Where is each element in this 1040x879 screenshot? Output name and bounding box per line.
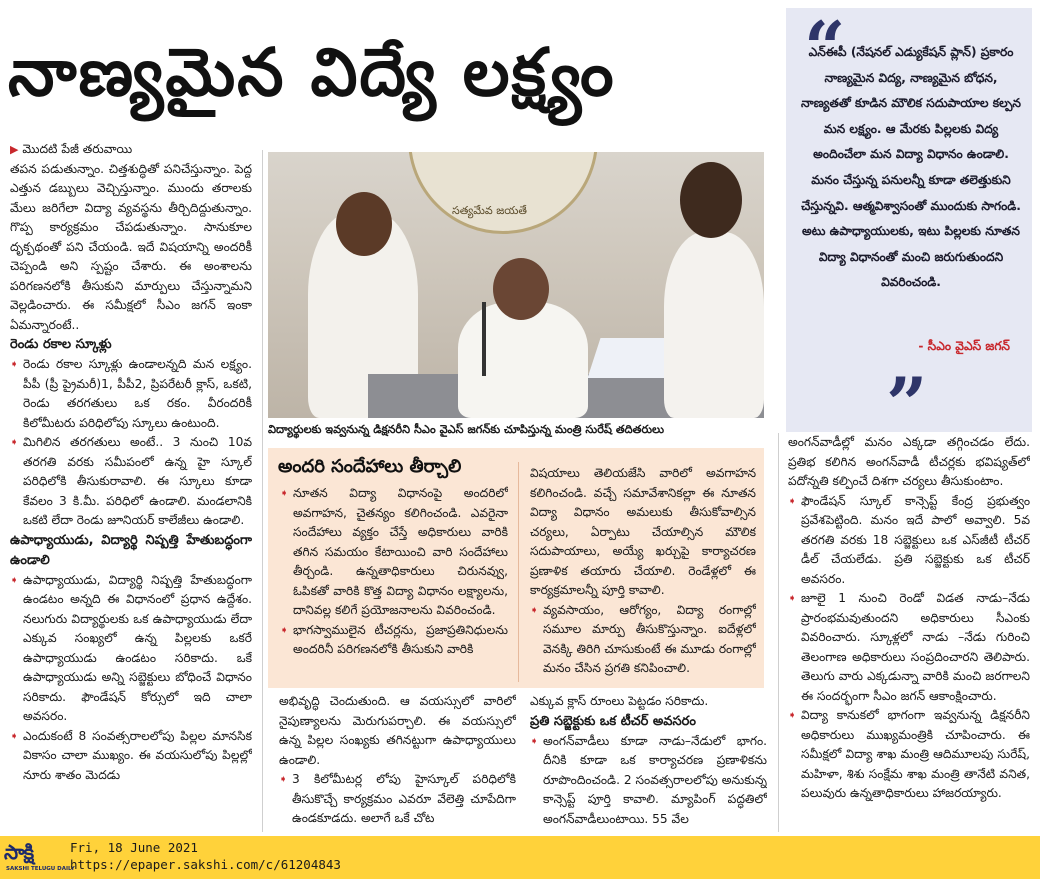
col3-para: ఎక్కువ క్లాస్ రూంలు పెట్టడం సరికాదు.	[530, 694, 709, 708]
column-2-bottom	[279, 692, 516, 832]
col4-para: అంగన్‌వాడీల్లో మనం ఎక్కడా తగ్గించడం లేదు. ప్రతిభ కలిగిన అంగన్‌వాడీ టీచర్లకు భవిష్యత్‌లో పదోన్నతి కల్పించే దిశగా చర్యలు తీసుకుంటాం.	[788, 435, 1030, 488]
col1-bullet-3: ➧ ఉపాధ్యాయుడు, విద్యార్థి నిష్పత్తి హేతుబద్ధంగా ఉండటం అన్నది ఈ విధానంలో ప్రధాన ఉద్దేశం. నలుగురు విద్యార్థులకు ఒక ఉపాధ్యాయుడు లేదా ఎక్కువ సంఖ్యలో ఉన్న పిల్లలకు ఒకరే ఉపాధ్యాయుడు ఉండటం సరికాదు. ఒకే ఉపాధ్యాయుడు అన్ని సబ్జెక్టులు బోధించే విధానం సరికాదు. ఫౌండేషన్ కోర్సులో ఇది చాలా అవసరం.	[10, 571, 252, 727]
triangle-icon: ▶	[10, 143, 19, 156]
open-quote-icon: “	[804, 5, 846, 90]
col1-bullet-1: ➧ రెండు రకాల స్కూళ్లు ఉండాలన్నది మన లక్ష్యం. పీపీ (ప్రీ ప్రైమరీ)1, పీపీ2, ప్రిపరేటరీ క్లాస్, ఒకటి, రెండు తరగతులు ఒక రకం. వీరందరికీ కిలోమీటరు పరిధిలోపు స్కూలు ఉంటుంది.	[10, 355, 252, 433]
col3-bullet: ➧ అంగన్‌వాడీలు కూడా నాడు–నేడులో భాగం. దీనికి కూడా ఒక కార్యాచరణ ప్రణాళికను రూపొందించండి. 2 సంవత్సరాలలోపు అనుకున్న కాన్సెప్ట్ పూర్తి కావాలి. మ్యాపింగ్ పద్ధతిలో అంగన్‌వాడీలుంటాయి. 55 వేల	[530, 732, 767, 830]
sidebar-left-column	[280, 484, 508, 684]
person-center-head	[493, 258, 549, 320]
footer-date: Fri, 18 June 2021	[70, 840, 198, 855]
sidebar-title: అందరి సందేహాలు తీర్చాలి	[278, 456, 462, 477]
close-quote-icon: ”	[886, 361, 928, 446]
news-photo	[268, 152, 764, 418]
emblem-motto: సత్యమేవ జయతే	[452, 204, 527, 217]
sidebar-right-para: విషయాలు తెలియజేసి వారిలో అవగాహన కలిగించండి. వచ్చే సమావేశానికల్లా ఈ నూతన విద్యా విధానం అమలుకు తీసుకోవాల్సిన చర్యలు, ఏర్పాటు చేయాల్సిన మౌలిక సదుపాయాలు, అయ్యే ఖర్చుపై కార్యాచరణ ప్రణాళిక తయారు చేయాలి. రెండేళ్లలో ఈ కార్యక్రమాలన్నీ పూర్తి కావాలి.	[530, 466, 756, 597]
subheading-teacher-per-subject: ప్రతి సబ్జెక్టుకు ఒక టీచర్ అవసరం	[530, 713, 696, 729]
col1-bullet-4: ➧ ఎందుకంటే 8 సంవత్సరాలలోపు పిల్లల మానసిక వికాసం చాలా ముఖ్యం. ఈ వయసులోపు పిల్లల్లో నూరు శాతం మెదడు	[10, 727, 252, 786]
sidebar-right-column	[530, 464, 756, 684]
col2-bullet: ➧ 3 కిలోమీటర్ల లోపు హైస్కూల్ పరిధిలోకి తీసుకొచ్చే కార్యక్రమం ఎవరూ వేలెత్తి చూపేదిగా ఉండకూడదు. అలాగే ఒకే చోట	[279, 770, 516, 829]
col4-bullet-1: ➧ ఫౌండేషన్ స్కూల్ కాన్సెప్ట్ కేంద్ర ప్రభుత్వం ప్రవేశపెట్టింది. మనం ఇదే పాలో అవ్వాలి. 5వ తరగతి వరకు 18 సబ్జెక్టులు ఒక ఎస్‌జీటీ టీచర్ డీల్ చేయలేడు. ప్రతి సబ్జెక్టుకు ఒక టీచర్ అవసరం.	[788, 492, 1030, 590]
logo-subtitle: SAKSHI TELUGU DAILY	[6, 866, 75, 872]
col2-para: అభివృద్ధి చెందుతుంది. ఆ వయస్సులో వారిలో నైపుణ్యాలను మెరుగుపర్చాలి. ఈ వయస్సులో ఉన్న పిల్లల సంఖ్యకు తగినట్టుగా ఉపాధ్యాయులు ఉండాలి.	[279, 694, 516, 767]
column-4	[788, 433, 1030, 832]
col4-bullet-2: ➧ జూలై 1 నుంచి రెండో విడత నాడు–నేడు ప్రారంభమవుతుందని అధికారులు సీఎంకు వివరించారు. స్కూళ్లలో నాడు –నేడు గురించి తెలంగాణ అధికారులు సంప్రదించారని తెలిపారు. తెలుగు వారు ఎక్కడున్నా వారికి మంచి జరగాలని ఈ సందర్భంగా సీఎం జగన్ ఆకాంక్షించారు.	[788, 589, 1030, 706]
sidebar-divider	[518, 462, 519, 682]
footer-bar	[0, 836, 1040, 879]
quote-box	[786, 5, 1032, 446]
footer-url-link[interactable]: https://epaper.sakshi.com/c/61204843	[70, 857, 341, 872]
subheading-teacher-ratio: ఉపాధ్యాయుడు, విద్యార్థి నిష్పత్తి హేతుబద్ధంగా ఉండాలి	[10, 532, 252, 568]
headline: నాణ్యమైన విద్యే లక్ష్యం	[8, 34, 616, 111]
col4-bullet-3: ➧ విద్యా కానుకలో భాగంగా ఇవ్వనున్న డిక్షనరీని అధికారులు ముఖ్యమంత్రికి చూపించారు. ఈ సమీక్షలో విద్యా శాఖ మంత్రి ఆదిమూలపు సురేష్, మహిళా, శిశు సంక్షేమ శాఖ మంత్రి తానేటి వనిత, పలువురు ఉన్నతాధికారులు హాజరయ్యారు.	[788, 706, 1030, 804]
continued-label	[10, 140, 252, 160]
sidebar-bullet-2: ➧ భాగస్వాములైన టీచర్లను, ప్రజాప్రతినిధులను అందరినీ పరిగణనలోకి తీసుకుని వారికి	[280, 621, 508, 660]
column-divider	[778, 433, 779, 832]
sakshi-logo[interactable]	[4, 840, 75, 876]
person-left-head	[336, 192, 392, 256]
quote-text: ఎన్‌ఈపీ (నేషనల్ ఎడ్యుకేషన్ ప్లాన్) ప్రకారం నాణ్యమైన విద్య, నాణ్యమైన బోధన, నాణ్యతతో కూడిన మౌలిక సదుపాయాల కల్పన మన లక్ష్యం. ఆ మేరకు పిల్లలకు విద్య అందించేలా మన విద్యా విధానం ఉండాలి. మనం చేస్తున్న పనులన్నీ కూడా తలెత్తుకుని చేస్తున్నవి. ఆత్మవిశ్వాసంతో ముందుకు సాగండి. అటు ఉపాధ్యాయులకు, ఇటు పిల్లలకు నూతన విద్యా విధానంతో మంచి జరుగుతుందని వివరించండి.	[801, 45, 1021, 290]
column-1	[10, 140, 252, 832]
column-3-bottom	[530, 692, 767, 832]
sidebar-box	[268, 448, 764, 688]
quote-author: - సీఎం వైఎస్ జగన్	[918, 339, 1010, 353]
photo-caption: విద్యార్థులకు ఇవ్వనున్న డిక్షనరీని సీఎం వైఎస్ జగన్‌కు చూపిస్తున్న మంత్రి సురేష్ తదితరులు	[268, 423, 664, 436]
logo-wordmark: సాక్షి	[4, 840, 34, 864]
state-emblem	[408, 152, 598, 234]
sidebar-bullet-3: ➧ వ్యవసాయం, ఆరోగ్యం, విద్యా రంగాల్లో సమూల మార్పు తీసుకొస్తున్నాం. ఐదేళ్లలో వెనక్కి తిరిగి చూసుకుంటే ఈ మూడు రంగాల్లో మనం చేసిన ప్రగతి కనిపించాలి.	[530, 601, 756, 679]
subheading-two-schools: రెండు రకాల స్కూళ్లు	[10, 337, 112, 352]
person-right	[664, 232, 764, 418]
column-divider	[262, 150, 263, 832]
microphone	[482, 302, 486, 376]
continued-text: మొదటి పేజీ తరువాయి	[22, 142, 133, 156]
col1-bullet-2: ➧ మిగిలిన తరగతులు అంటే.. 3 నుంచి 10వ తరగతి వరకు సమీపంలో ఉన్న హై స్కూల్ పరిధిలోకి తీసుకురావాలి. ఈ స్కూలు కూడా కేవలం 3 కి.మీ. పరిధిలో ఉండాలి. మండలానికి ఒకటి లేదా రెండు జూనియర్ కాలేజీలు ఉండాలి.	[10, 433, 252, 531]
sidebar-bullet-1: ➧ నూతన విద్యా విధానంపై అందరిలో అవగాహన, చైతన్యం కలిగించండి. ఎవరైనా సందేహాలు వ్యక్తం చేస్తే అధికారులు వారికి తగిన సమయం కేటాయించి వారి సందేహాలు తీర్చండి. ఉన్నతాధికారులు చిరునవ్వు, ఓపికతో వారికి కొత్త విద్యా విధానం లక్ష్యాలను, దానివల్ల కలిగే ప్రయోజనాలను వివరించండి.	[280, 484, 508, 621]
col1-intro: తపన పడుతున్నాం. చిత్తశుద్ధితో పనిచేస్తున్నాం. పెద్ద ఎత్తున డబ్బులు వెచ్చిస్తున్నాం. ముందు తరాలకు మేలు జరిగేలా విద్యా వ్యవస్థను తీర్చిదిద్దుతున్నాం. గొప్ప కార్యక్రమం చేపడుతున్నాం. సానుకూల దృక్పథంతో పని చేయండి. ఇదే విషయాన్ని అందరికీ చెప్పండి అని స్పష్టం చేశారు. ఈ అంశాలను పరిగణనలోకి తీసుకుని మార్పులు చేస్తున్నామని వెల్లడించారు. ఈ సమీక్షలో సీఎం జగన్ ఇంకా ఏమన్నారంటే..	[10, 161, 252, 332]
person-right-head	[680, 162, 742, 238]
